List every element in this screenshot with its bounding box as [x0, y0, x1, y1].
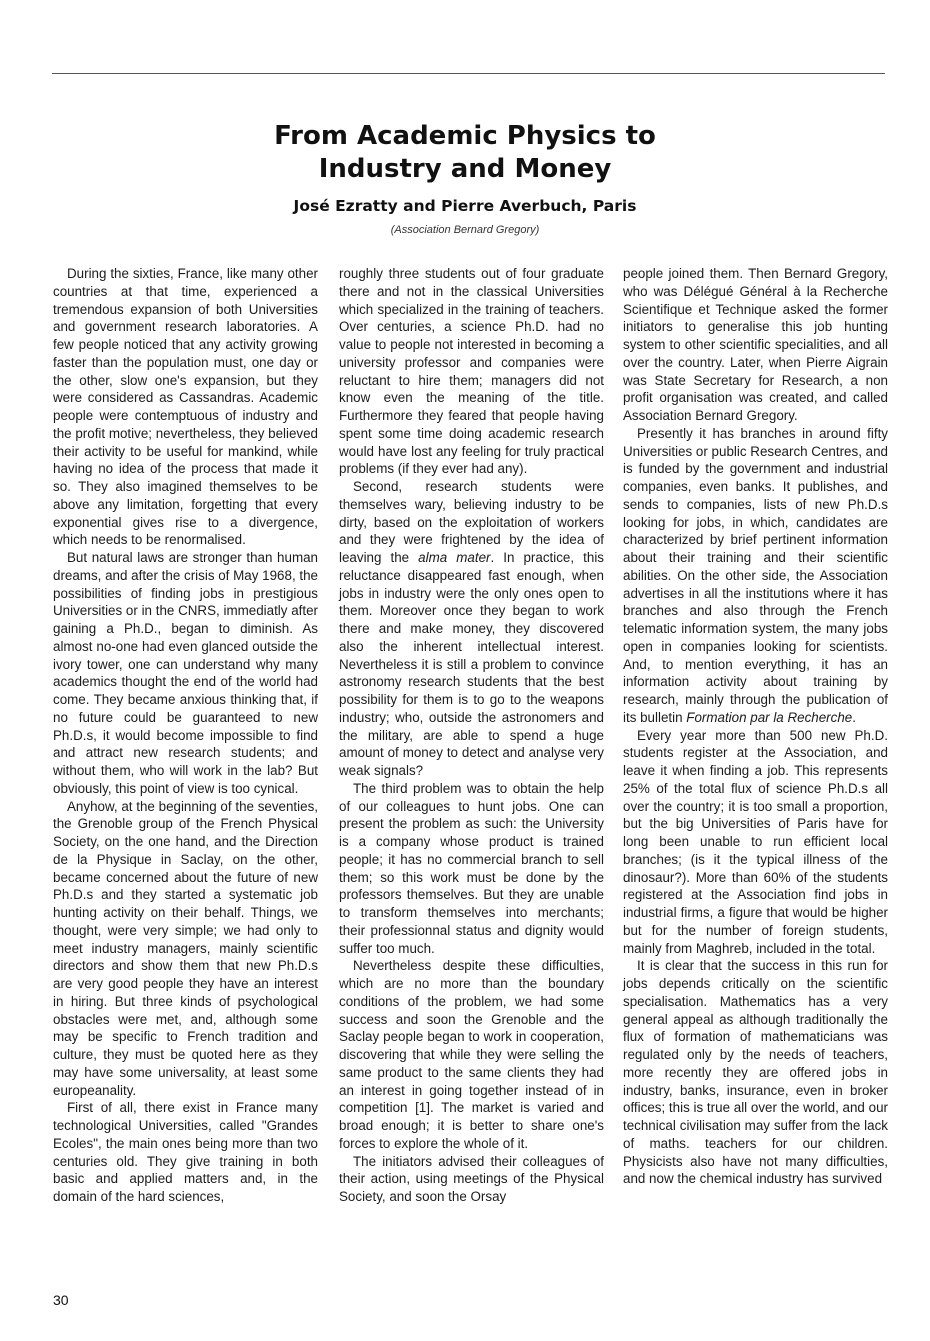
paragraph [623, 727, 888, 958]
article-authors: José Ezratty and Pierre Averbuch, Paris [293, 197, 637, 215]
article-affiliation: (Association Bernard Gregory) [390, 224, 540, 236]
text-run: Nevertheless despite these difficulties, which are no more than the boundary conditions of the problem, we had some success and soon the Grenoble and the Saclay people began to work in cooperation, discovering that while they were selling the same product to the same clients they had an interest in going together instead of in competition [1]. The market is varied and broad enough; it is better to share one's forces to explore the whole of it. [339, 958, 604, 1151]
article-title [0, 120, 930, 186]
paragraph [53, 1099, 318, 1206]
text-column-1 [53, 265, 318, 1206]
italic-text: alma mater [418, 550, 491, 565]
text-column-2 [339, 265, 604, 1206]
text-run: The initiators advised their colleagues of their action, using meetings of the Physical Society, and soon the Orsay [339, 1153, 604, 1204]
header-rule [52, 73, 885, 74]
text-run: It is clear that the success in this run for jobs depends critically on the scientific specialisation. Mathematics has a very general appeal as although traditionally the flux of formation of mathematicians was regulated only by the needs of teachers, more recently they are offered jobs in industry, banks, insurance, even in broker offices; this is true all over the world, and our technical civilisation may suffer from the lack of maths. teachers for our children. Physicists also have not many difficulties, and now the chemical industry has survived [623, 958, 888, 1187]
text-run: During the sixties, France, like many other countries at that time, experienced a tremendous expansion of both Universities and government research laboratories. A few people noticed that any activity growing faster than the population must, one day or the other, slow one's expansion, but they were considered as Cassandras. Academic people were contemptuous of industry and the profit motive; nevertheless, they believed their activity to be useful for mankind, while having no idea of the process that made it so. They also imagined themselves to be above any limitation, forgetting that every exponential gives rise to a divergence, which needs to be renormalised. [53, 266, 318, 548]
text-column-3 [623, 265, 888, 1188]
paragraph [623, 425, 888, 727]
paragraph [53, 549, 318, 798]
text-run: . In practice, this reluctance disappeared fast enough, when jobs in industry were the only ones open to them. Moreover once they began to work there and make money, they discovered also the inherent intellectual interest. Nevertheless it is still a problem to convince astronomy research students that the best possibility for them is to go to the weapons industry; who, outside the astronomers and the military, are able to spend a huge amount of money to detect and analyse very weak signals? [339, 550, 604, 778]
paragraph [623, 957, 888, 1188]
italic-text: Formation par la Recherche [686, 709, 853, 725]
page-number: 30 [53, 1292, 69, 1308]
text-run: But natural laws are stronger than human dreams, and after the crisis of May 1968, the possibilities of finding jobs in prestigious Universities or in the CNRS, immediatly after gaining a Ph.D., began to diminish. As almost no-one had even glanced outside the ivory tower, one can understand why many academics thought the end of the world had come. They became anxious thinking that, if no future could be guaranteed to new Ph.D.s, it would become impossible to find and attract new research students; and without them, who will work in the lab? But obviously, this point of view is too cynical. [53, 550, 318, 796]
paragraph [339, 478, 604, 780]
text-run: First of all, there exist in France many technological Universities, called "Grandes Ecoles", the main ones being more than two centuries old. They give training in both basic and applied matters and, in the domain of the hard sciences, [53, 1100, 318, 1204]
text-run: The third problem was to obtain the help of our colleagues to hunt jobs. One can present the problem as such: the University is a company whose product is trained people; it has no commercial branch to sell them; so this work must be done by the professors themselves. But they are unable to transform themselves into merchants; their professionnal status and dignity would suffer too much. [339, 780, 604, 956]
paragraph [53, 265, 318, 549]
paragraph [339, 957, 604, 1152]
text-run: Presently it has branches in around fifty Universities or public Research Centres, and is funded by the government and industrial companies, even banks. It publishes, and sends to companies, lists of new Ph.D.s looking for jobs, in which, candidates are characterized by brief pertinent information about their training and their scientific abilities. On the other side, the Association advertises in all the institutions where it has branches and also through the French telematic information system, the many jobs open in companies looking for scientists. And, to mention everything, it has an information activity about training by research, mainly through the publication of its bulletin [623, 425, 888, 725]
paragraph [623, 265, 888, 425]
paragraph [53, 798, 318, 1100]
title-line-2: Industry and Money [318, 154, 612, 184]
text-run: Anyhow, at the beginning of the seventies, the Grenoble group of the French Physical Society, on the one hand, and the Direction de la Physique in Saclay, on the other, became concerned about the future of new Ph.D.s and they started a systematic job hunting activity on their behalf. Things, we thought, were very simple; we had only to meet industry managers, mainly scientific directors and show them that new Ph.D.s are very good people they have an interest in hiring. But three kinds of psychological obstacles were met, and, although some may be specific to French tradition and culture, they must be quoted here as they may have some universality, at least some europeanality. [53, 798, 318, 1098]
paragraph [339, 265, 604, 478]
title-line-1: From Academic Physics to [274, 121, 656, 151]
paragraph [339, 780, 604, 958]
text-run: . [852, 709, 856, 725]
text-run: Second, research students were themselves wary, believing industry to be dirty, based on the exploitation of workers and they were frightened by the idea of leaving the [339, 479, 604, 565]
text-run: Every year more than 500 new Ph.D. students register at the Association, and leave it when finding a job. This represents 25% of the total flux of science Ph.D.s all over the country; it is too small a proportion, but the big Universities of Paris have for long been unable to run efficient local branches; (is it the typical illness of the dinosaur?). More than 60% of the students registered at the Association find jobs in industrial firms, a figure that would be higher but for the number of foreign students, mainly from Maghreb, included in the total. [623, 727, 888, 956]
text-run: roughly three students out of four graduate there and not in the classical Universities which specialized in the training of teachers. Over centuries, a science Ph.D. had no value to people not interested in becoming a university professor and companies were reluctant to hire them; managers did not know even the meaning of the title. Furthermore they feared that people having spent some time doing academic research would have lost any feeling for truly practical problems (if they ever had any). [339, 266, 604, 477]
text-run: people joined them. Then Bernard Gregory, who was Délégué Général à la Recherche Scientifique et Technique asked the former initiators to generalise this job hunting system to other scientific specialities, and all over the country. Later, when Pierre Aigrain was State Secretary for Research, a non profit organisation was created, and called Association Bernard Gregory. [623, 266, 888, 423]
paragraph [339, 1153, 604, 1206]
